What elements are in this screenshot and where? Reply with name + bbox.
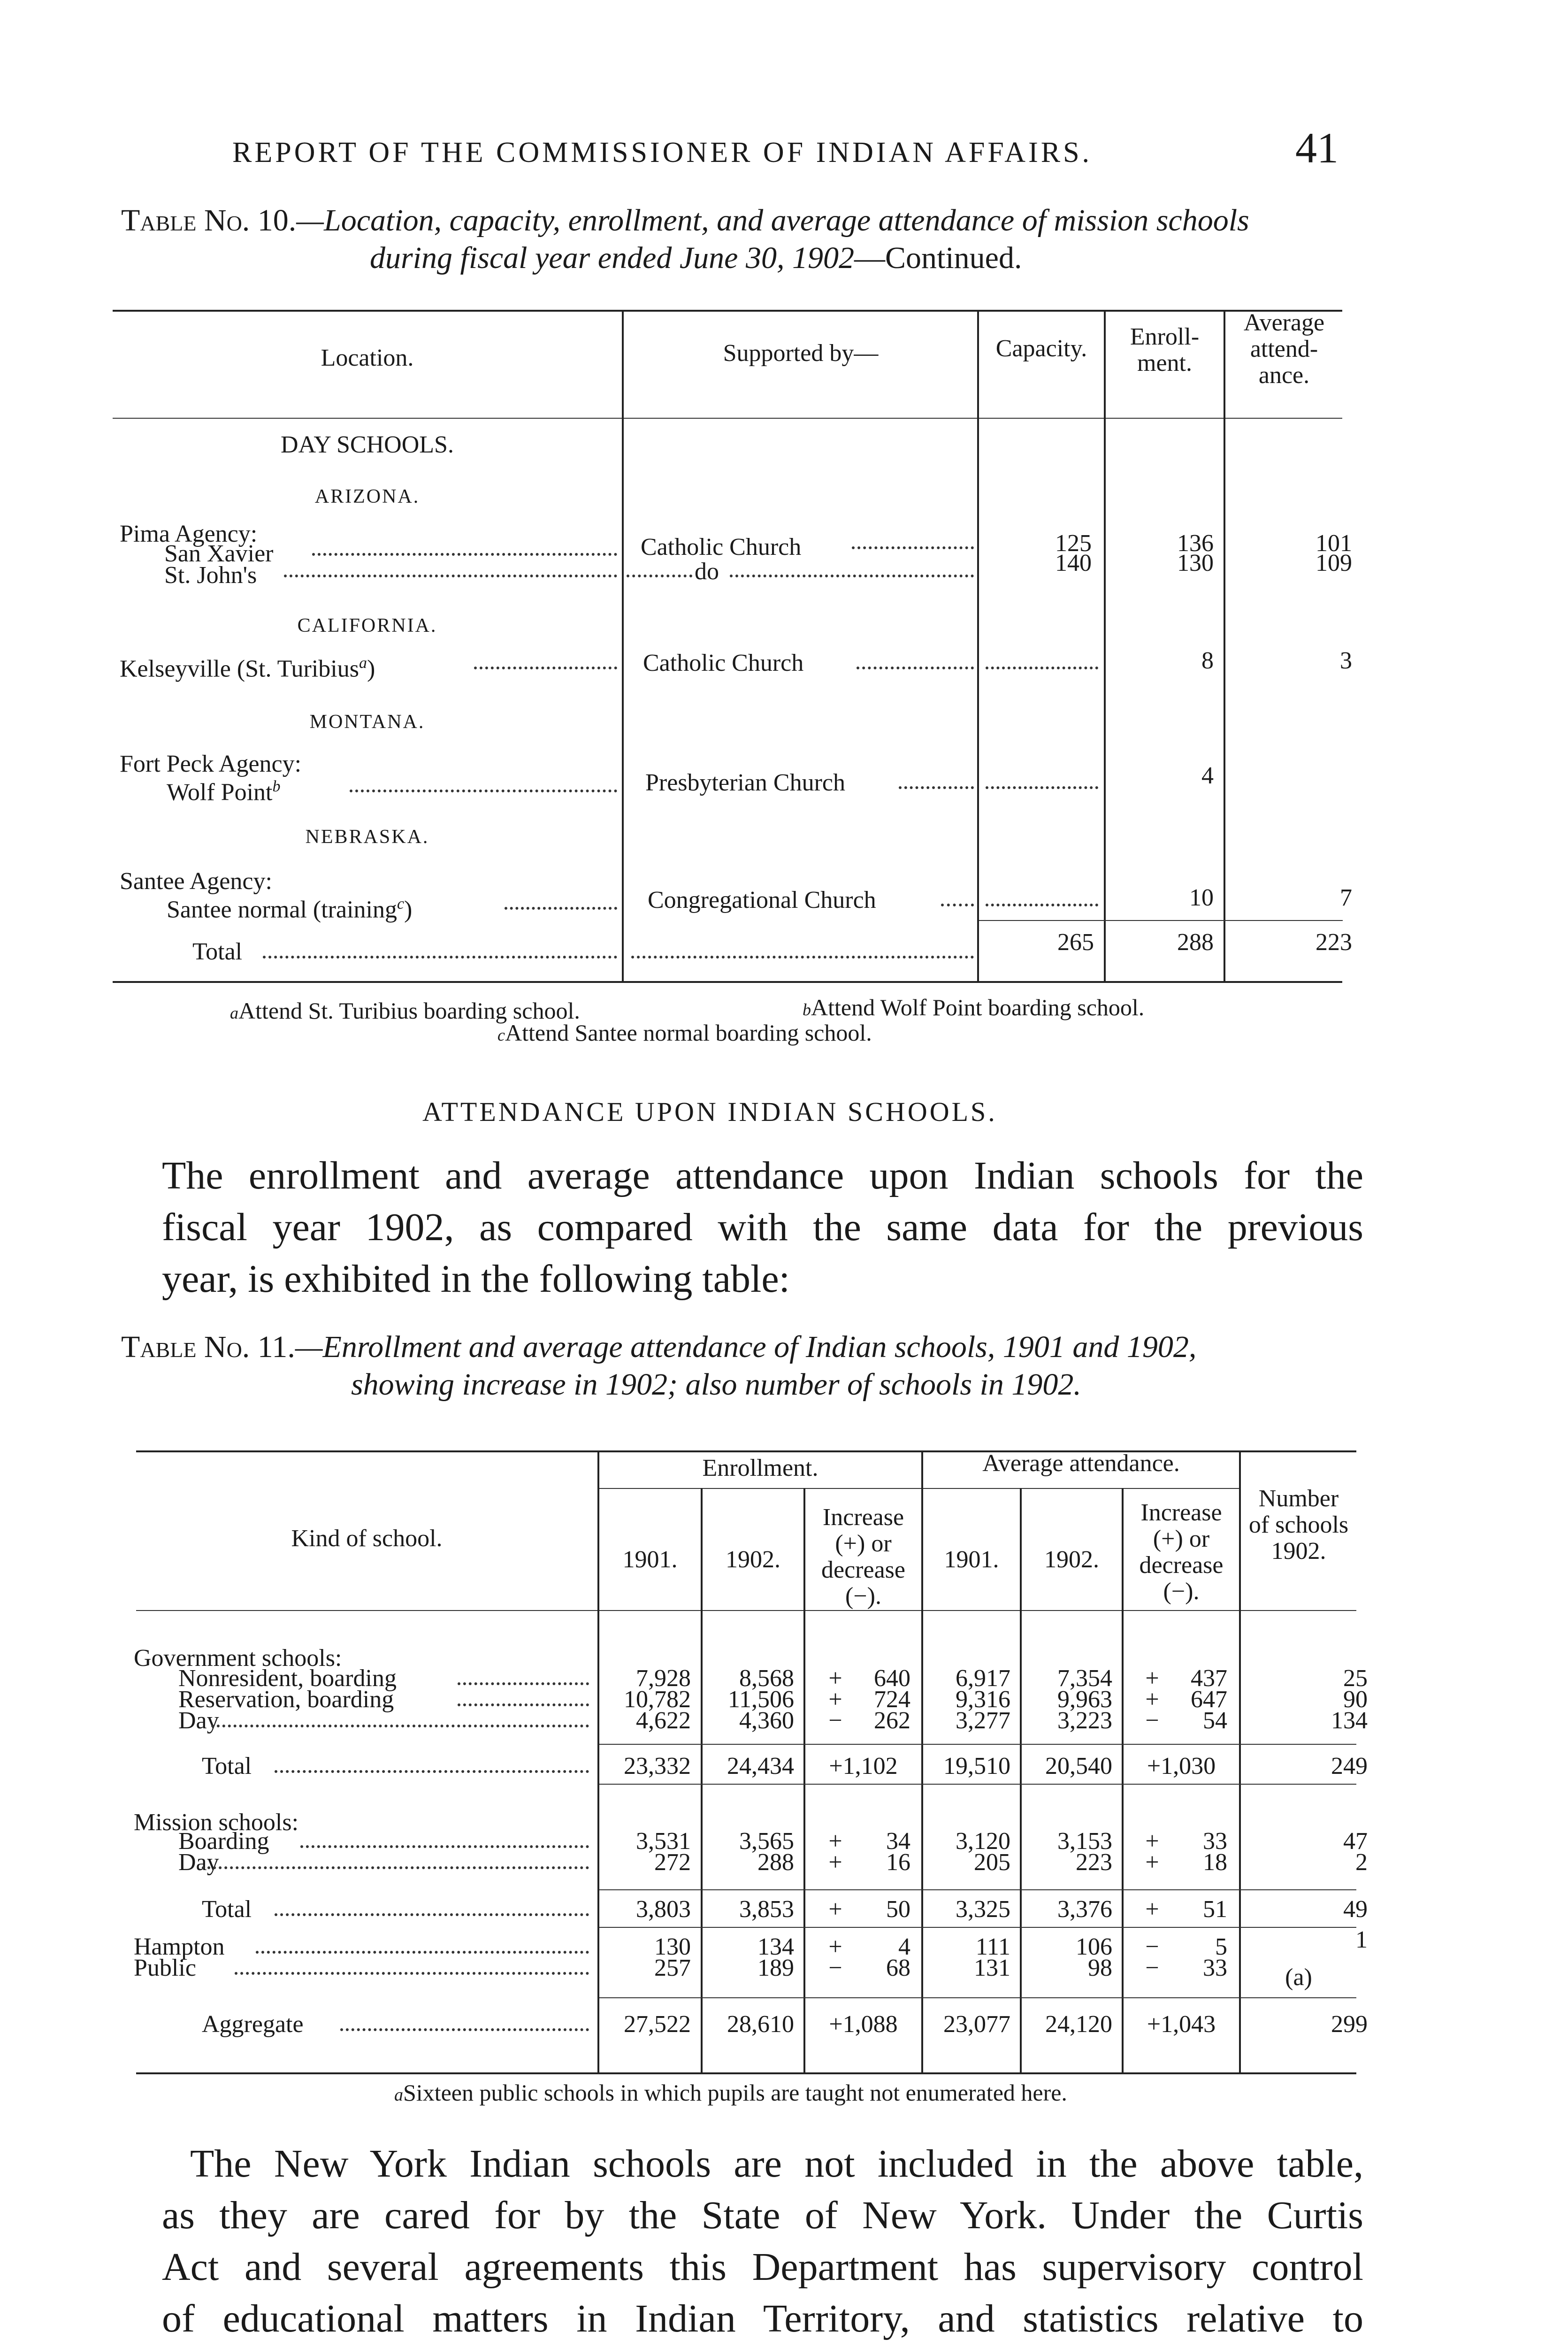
cell-esign: +: [828, 1665, 842, 1692]
cell-a1901: 131: [974, 1955, 1010, 1981]
col-capacity-header: Capacity.: [995, 335, 1087, 362]
footnote-mark: a: [230, 1004, 238, 1022]
col-enrollment-header-line: Enroll-: [1130, 323, 1200, 350]
pima-agency: Pima Agency:: [120, 521, 258, 547]
col-increase-line: (−).: [845, 1583, 881, 1610]
leader-dots: [263, 956, 617, 959]
cell-einc: 724: [874, 1686, 910, 1713]
cell-asign: −: [1145, 1933, 1159, 1960]
paragraph-2: [162, 2138, 1363, 2345]
row-label: Nonresident, boarding: [178, 1665, 397, 1692]
cell-num: 299: [1331, 2011, 1368, 2038]
leader-dots: [852, 546, 974, 549]
cell-e1902: 134: [757, 1933, 794, 1960]
leader-dots: [458, 1682, 589, 1685]
leader-dots: [275, 1770, 589, 1773]
cell-einc: 34: [886, 1828, 910, 1855]
cell-a1901: 19,510: [943, 1753, 1010, 1779]
cell-ainc: 51: [1203, 1896, 1227, 1923]
total-enrollment: 288: [1177, 929, 1214, 956]
cell-e1901: 4,622: [636, 1707, 691, 1734]
table11-header-rule: [136, 1610, 1356, 1611]
leader-dots: [986, 667, 1098, 669]
supported-catholic: Catholic Church: [643, 650, 804, 676]
col-1902-header: 1902.: [1044, 1546, 1099, 1573]
cell-ainc: 54: [1203, 1707, 1227, 1734]
cell-a1901: 9,316: [956, 1686, 1010, 1713]
table10-caption-suffix: —Continued.: [854, 241, 1022, 275]
leader-dots: [202, 1866, 589, 1869]
enrollment-value: 130: [1177, 550, 1214, 576]
group-mission-schools: Mission schools:: [134, 1809, 299, 1836]
cell-e1901: 10,782: [624, 1686, 691, 1713]
leader-dots: [235, 1972, 589, 1975]
average-value: 101: [1316, 530, 1352, 557]
col-increase-line: decrease: [1139, 1552, 1224, 1579]
row-label: Day: [178, 1849, 219, 1876]
cell-e1901: 3,803: [636, 1896, 691, 1923]
cell-asign: +: [1145, 1849, 1159, 1876]
footnote-text: Attend St. Turibius boarding school.: [238, 997, 580, 1024]
cell-ainc: 33: [1203, 1828, 1227, 1855]
cell-e1902: 28,610: [727, 2011, 794, 2038]
paragraph-line: of educational matters in Indian Territory, and statistics relative to: [162, 2297, 1363, 2340]
table11-caption-line1: —Enrollment and average attendance of Indian schools, 1901 and 1902,: [295, 1330, 1197, 1364]
cell-esign: +: [828, 1686, 842, 1713]
kelseyville-label: Kelseyville (St. Turibius: [120, 655, 359, 683]
cell-a1902: 3,153: [1057, 1828, 1112, 1855]
cell-asign: −: [1145, 1955, 1159, 1981]
cell-a1902: 9,963: [1057, 1686, 1112, 1713]
leader-dots: [899, 786, 974, 789]
santee-normal-close: ): [404, 896, 413, 923]
cell-ainc: 437: [1191, 1665, 1227, 1692]
kelseyville: [120, 650, 375, 682]
table10-col-divider: [622, 310, 624, 981]
cell-ainc: +1,030: [1147, 1753, 1216, 1779]
cell-a1901: 3,325: [956, 1896, 1010, 1923]
col-location-header: Location.: [321, 345, 414, 371]
cell-e1901: 130: [654, 1933, 691, 1960]
cell-e1901: 272: [654, 1849, 691, 1876]
leader-dots: [505, 907, 617, 910]
average-value: 3: [1340, 647, 1352, 674]
row-label: Total: [202, 1896, 252, 1923]
state-arizona: ARIZONA.: [314, 486, 420, 507]
table10-caption: [121, 202, 1351, 277]
cell-a1902: 20,540: [1045, 1753, 1112, 1779]
cell-einc: 4: [898, 1933, 910, 1960]
leader-dots: [458, 1703, 589, 1706]
cell-a1902: 106: [1076, 1933, 1112, 1960]
enrollment-value: 10: [1189, 884, 1214, 911]
cell-e1902: 3,565: [739, 1828, 794, 1855]
table11-caption-line2: showing increase in 1902; also number of schools in 1902.: [351, 1367, 1081, 1402]
leader-dots: [211, 1725, 589, 1727]
leader-dots: [986, 904, 1098, 906]
cell-num: 49: [1343, 1896, 1368, 1923]
cell-a1902: 98: [1088, 1955, 1112, 1981]
cell-esign: +: [828, 1828, 842, 1855]
page-number: 41: [1295, 124, 1339, 172]
footnote-text: Sixteen public schools in which pupils are taught not enumerated here.: [403, 2079, 1067, 2106]
total-label: Total: [192, 938, 243, 965]
cell-e1902: 24,434: [727, 1753, 794, 1779]
leader-dots: [857, 667, 974, 669]
state-montana: MONTANA.: [309, 711, 425, 733]
leader-dots: [730, 575, 974, 577]
leader-dots: [474, 667, 617, 669]
cell-asign: +: [1145, 1828, 1159, 1855]
santee-agency: Santee Agency:: [120, 868, 272, 895]
cell-asign: −: [1145, 1707, 1159, 1734]
cell-a1902: 24,120: [1045, 2011, 1112, 2038]
col-increase-header: [805, 1504, 921, 1610]
leader-dots: [284, 575, 617, 577]
col-number-line: 1902.: [1271, 1538, 1326, 1565]
table11-caption: [121, 1328, 1360, 1404]
san-xavier: San Xavier: [164, 540, 274, 567]
col-increase-line: decrease: [821, 1557, 905, 1583]
cell-num: 2: [1355, 1849, 1368, 1876]
table10-caption-line1: —Location, capacity, enrollment, and average attendance of mission schools: [296, 203, 1249, 238]
group-average-header: Average attendance.: [982, 1450, 1180, 1477]
cell-a1901: 111: [975, 1933, 1010, 1960]
state-nebraska: NEBRASKA.: [305, 826, 429, 848]
group-government-schools: Government schools:: [134, 1645, 342, 1672]
state-california: CALIFORNIA.: [297, 615, 437, 637]
cell-asign: +: [1145, 1896, 1159, 1923]
cell-e1901: 3,531: [636, 1828, 691, 1855]
col-supported-header: Supported by—: [723, 340, 879, 367]
col-enrollment-header: [1106, 324, 1224, 376]
cell-asign: +: [1145, 1665, 1159, 1692]
col-increase-line: (−).: [1163, 1578, 1200, 1605]
cell-a1901: 6,917: [956, 1665, 1010, 1692]
paragraph-line: The New York Indian schools are not included in the above table,: [190, 2142, 1363, 2186]
cell-e1901: 23,332: [624, 1753, 691, 1779]
cell-a1901: 205: [974, 1849, 1010, 1876]
cell-num: 1: [1355, 1926, 1368, 1953]
cell-a1902: 3,223: [1057, 1707, 1112, 1734]
leader-dots: [300, 1845, 589, 1848]
footnote-text: Attend Santee normal boarding school.: [505, 1020, 872, 1046]
cell-num: 249: [1331, 1753, 1368, 1779]
col-average-header-line: ance.: [1258, 362, 1310, 389]
leader-dots: [340, 2028, 589, 2031]
leader-dots: [941, 904, 974, 906]
fort-peck-agency: Fort Peck Agency:: [120, 751, 302, 777]
paragraph-line: The enrollment and average attendance upon Indian schools for the: [162, 1154, 1363, 1197]
col-enrollment-header-line: ment.: [1137, 350, 1192, 376]
cell-einc: 68: [886, 1955, 910, 1981]
enrollment-value: 136: [1177, 530, 1214, 557]
supported-do: do: [695, 558, 719, 585]
cell-einc: 262: [874, 1707, 910, 1734]
running-header: REPORT OF THE COMMISSIONER OF INDIAN AFFAIRS.: [232, 137, 1093, 169]
paragraph-line: as they are cared for by the State of New York. Under the Curtis: [162, 2194, 1363, 2237]
col-increase-line: (+) or: [1153, 1526, 1210, 1552]
cell-num: 90: [1343, 1686, 1368, 1713]
col-average-header: [1225, 310, 1343, 389]
enrollment-value: 4: [1201, 762, 1214, 789]
capacity-value: 125: [1055, 530, 1092, 557]
cell-num: 25: [1343, 1665, 1368, 1692]
st-johns: St. John's: [164, 562, 257, 589]
row-label: Day: [178, 1707, 219, 1734]
col-average-header-line: attend-: [1250, 336, 1318, 362]
col-average-header-line: Average: [1243, 309, 1325, 336]
cell-e1902: 3,853: [739, 1896, 794, 1923]
table10-bottom-rule: [113, 981, 1342, 983]
cell-num: 47: [1343, 1828, 1368, 1855]
table11-footnote: [394, 2079, 1067, 2108]
table11-bottom-rule: [136, 2072, 1356, 2074]
table10-col-divider: [1224, 310, 1225, 981]
capacity-value: 140: [1055, 550, 1092, 576]
cell-e1901: 257: [654, 1955, 691, 1981]
santee-normal: [167, 891, 412, 923]
paragraph-line: year, is exhibited in the following table:: [162, 1257, 790, 1301]
cell-ainc: 18: [1203, 1849, 1227, 1876]
table11-col-divider: [701, 1488, 703, 2073]
cell-num: 134: [1331, 1707, 1368, 1734]
col-number-line: of schools: [1248, 1511, 1349, 1538]
cell-e1902: 288: [757, 1849, 794, 1876]
table10-caption-line2: during fiscal year ended June 30, 1902: [370, 241, 854, 275]
cell-ainc: 647: [1191, 1686, 1227, 1713]
cell-a1901: 3,120: [956, 1828, 1010, 1855]
cell-einc: +1,088: [829, 2011, 898, 2038]
footnote-b: [803, 994, 1144, 1023]
cell-einc: 50: [886, 1896, 910, 1923]
table11-caption-label: Table No. 11.: [121, 1330, 295, 1364]
row-label: Hampton: [134, 1933, 225, 1960]
footnote-ref-b: b: [272, 778, 281, 795]
col-1901-header: 1901.: [944, 1546, 999, 1573]
table10-col-divider: [1104, 310, 1106, 981]
footnote-mark: c: [497, 1026, 505, 1044]
cell-e1901: 7,928: [636, 1665, 691, 1692]
wolf-point: [167, 774, 281, 805]
paragraph-line: fiscal year 1902, as compared with the same data for the previous: [162, 1205, 1363, 1249]
table10-total-rule: [979, 920, 1343, 921]
cell-esign: +: [828, 1896, 842, 1923]
leader-dots: [312, 553, 617, 556]
cell-einc: +1,102: [829, 1753, 898, 1779]
cell-esign: −: [828, 1707, 842, 1734]
cell-e1902: 11,506: [727, 1686, 794, 1713]
leader-dots: [986, 786, 1098, 789]
footnote-mark: b: [803, 1000, 811, 1019]
table11-subtotal-rule: [599, 1997, 1356, 1998]
average-value: 109: [1316, 550, 1352, 576]
cell-a1902: 7,354: [1057, 1665, 1112, 1692]
supported-congregational: Congregational Church: [648, 887, 876, 913]
table11-subtotal-rule: [599, 1784, 1356, 1785]
cell-asign: +: [1145, 1686, 1159, 1713]
footnote-mark: a: [394, 2085, 403, 2105]
table11-col-divider: [1020, 1488, 1022, 2073]
santee-normal-label: Santee normal (training: [167, 896, 397, 923]
average-value: 7: [1340, 884, 1352, 911]
footnote-c: [497, 1020, 872, 1048]
cell-a1901: 23,077: [943, 2011, 1010, 2038]
total-capacity: 265: [1057, 929, 1094, 956]
cell-e1902: 8,568: [739, 1665, 794, 1692]
table10-caption-label: Table No. 10.: [121, 203, 297, 238]
cell-esign: −: [828, 1955, 842, 1981]
table11-subtotal-rule: [599, 1744, 1356, 1745]
kelseyville-close: ): [367, 655, 375, 683]
col-increase-line: Increase: [822, 1504, 904, 1531]
row-label: Total: [202, 1753, 252, 1779]
cell-ainc: +1,043: [1147, 2011, 1216, 2038]
cell-a1901: 3,277: [956, 1707, 1010, 1734]
leader-dots: [275, 1913, 589, 1916]
cell-e1901: 27,522: [624, 2011, 691, 2038]
col-increase-line: (+) or: [835, 1530, 892, 1557]
row-label: Boarding: [178, 1828, 269, 1855]
supported-catholic: Catholic Church: [641, 534, 802, 560]
leader-dots: [631, 956, 974, 959]
col-1901-header: 1901.: [622, 1546, 678, 1573]
cell-a1902: 3,376: [1057, 1896, 1112, 1923]
wolf-point-label: Wolf Point: [167, 779, 273, 806]
cell-ainc: 5: [1215, 1933, 1227, 1960]
cell-esign: +: [828, 1849, 842, 1876]
enrollment-value: 8: [1201, 647, 1214, 674]
col-increase-line: Increase: [1140, 1499, 1222, 1526]
table10-col-divider: [977, 310, 979, 981]
table10-top-rule: [113, 310, 1342, 312]
row-label: Aggregate: [202, 2011, 304, 2038]
col-number-line: Number: [1258, 1485, 1339, 1512]
group-enrollment-header: Enrollment.: [702, 1455, 818, 1481]
table10-header-rule: [113, 418, 1342, 419]
footnote-ref-a: a: [359, 654, 367, 672]
cell-a1902: 223: [1076, 1849, 1112, 1876]
leader-dots: [350, 790, 617, 792]
col-increase-header: [1124, 1500, 1239, 1605]
row-label: Public: [134, 1955, 196, 1981]
cell-e1902: 4,360: [739, 1707, 794, 1734]
cell-einc: 640: [874, 1665, 910, 1692]
total-average: 223: [1316, 929, 1352, 956]
cell-e1902: 189: [757, 1955, 794, 1981]
cell-einc: 16: [886, 1849, 910, 1876]
section-day-schools: DAY SCHOOLS.: [281, 431, 454, 458]
table11-group-rule: [598, 1488, 1239, 1489]
table11-subtotal-rule: [599, 1889, 1356, 1890]
paragraph-line: Act and several agreements this Department has supervisory control: [162, 2245, 1363, 2289]
leader-dots: [256, 1951, 589, 1954]
footnote-ref-c: c: [397, 895, 405, 913]
supported-presbyterian: Presbyterian Church: [645, 769, 846, 796]
col-number-header: [1241, 1486, 1356, 1565]
col-1902-header: 1902.: [726, 1546, 780, 1573]
footnote-text: Attend Wolf Point boarding school.: [811, 994, 1145, 1020]
section-heading: ATTENDANCE UPON INDIAN SCHOOLS.: [422, 1097, 997, 1127]
cell-ainc: 33: [1203, 1955, 1227, 1981]
paragraph-1: [162, 1150, 1363, 1305]
cell-esign: +: [828, 1933, 842, 1960]
leader-dots: [627, 575, 692, 577]
row-label: Reservation, boarding: [178, 1686, 394, 1713]
cell-num: (a): [1285, 1964, 1312, 1991]
col-kind-header: Kind of school.: [291, 1525, 443, 1552]
